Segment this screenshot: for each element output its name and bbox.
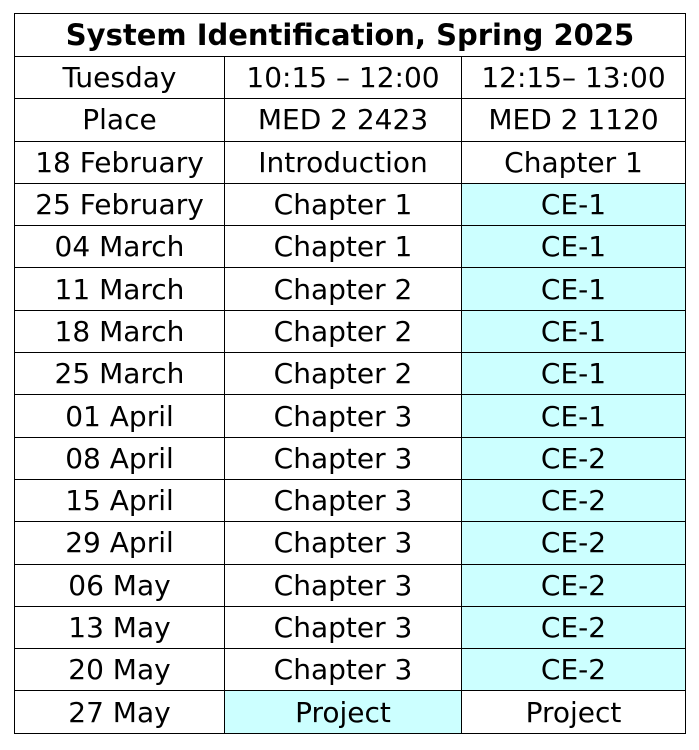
table-row	[15, 353, 686, 395]
header-room-slot-1: MED 2 2423	[225, 99, 462, 141]
table-row	[15, 310, 686, 352]
slot-2-cell: CE-2	[462, 649, 686, 691]
slot-1-cell: Chapter 3	[225, 649, 462, 691]
slot-1-cell: Project	[225, 691, 462, 733]
date-cell: 04 March	[15, 226, 225, 268]
date-cell: 25 February	[15, 183, 225, 225]
table-row	[15, 564, 686, 606]
header-room-slot-2: MED 2 1120	[462, 99, 686, 141]
slot-1-cell: Chapter 1	[225, 226, 462, 268]
slot-1-cell: Chapter 2	[225, 310, 462, 352]
date-cell: 29 April	[15, 522, 225, 564]
slot-2-cell: Chapter 1	[462, 141, 686, 183]
slot-2-cell: Project	[462, 691, 686, 733]
slot-1-cell: Chapter 3	[225, 606, 462, 648]
slot-2-cell: CE-1	[462, 395, 686, 437]
date-cell: 11 March	[15, 268, 225, 310]
slot-1-cell: Chapter 3	[225, 437, 462, 479]
slot-2-cell: CE-1	[462, 226, 686, 268]
slot-2-cell: CE-1	[462, 353, 686, 395]
title-row	[15, 14, 686, 57]
slot-1-cell: Chapter 3	[225, 522, 462, 564]
table-row	[15, 522, 686, 564]
table-row	[15, 606, 686, 648]
date-cell: 18 March	[15, 310, 225, 352]
table-row	[15, 649, 686, 691]
slot-2-cell: CE-2	[462, 606, 686, 648]
slot-2-cell: CE-1	[462, 183, 686, 225]
date-cell: 15 April	[15, 479, 225, 521]
slot-2-cell: CE-2	[462, 564, 686, 606]
table-row	[15, 141, 686, 183]
slot-1-cell: Chapter 3	[225, 479, 462, 521]
slot-2-cell: CE-1	[462, 310, 686, 352]
table-row	[15, 183, 686, 225]
date-cell: 25 March	[15, 353, 225, 395]
table-row	[15, 395, 686, 437]
slot-2-cell: CE-2	[462, 522, 686, 564]
slot-2-cell: CE-2	[462, 437, 686, 479]
header-time-slot-2: 12:15– 13:00	[462, 57, 686, 99]
slot-1-cell: Chapter 2	[225, 353, 462, 395]
header-row-day-time	[15, 57, 686, 99]
slot-1-cell: Chapter 3	[225, 564, 462, 606]
table-row	[15, 226, 686, 268]
slot-1-cell: Chapter 3	[225, 395, 462, 437]
slot-1-cell: Chapter 2	[225, 268, 462, 310]
date-cell: 20 May	[15, 649, 225, 691]
header-place-label: Place	[15, 99, 225, 141]
date-cell: 06 May	[15, 564, 225, 606]
date-cell: 18 February	[15, 141, 225, 183]
header-time-slot-1: 10:15 – 12:00	[225, 57, 462, 99]
slot-2-cell: CE-2	[462, 479, 686, 521]
table-title: System Identification, Spring 2025	[15, 14, 686, 57]
table-row	[15, 268, 686, 310]
slot-1-cell: Chapter 1	[225, 183, 462, 225]
date-cell: 08 April	[15, 437, 225, 479]
schedule-body	[15, 141, 686, 733]
header-row-place	[15, 99, 686, 141]
slot-1-cell: Introduction	[225, 141, 462, 183]
header-day: Tuesday	[15, 57, 225, 99]
table-row	[15, 479, 686, 521]
table-row	[15, 691, 686, 733]
date-cell: 27 May	[15, 691, 225, 733]
date-cell: 13 May	[15, 606, 225, 648]
schedule-table	[14, 13, 686, 734]
table-row	[15, 437, 686, 479]
slot-2-cell: CE-1	[462, 268, 686, 310]
date-cell: 01 April	[15, 395, 225, 437]
